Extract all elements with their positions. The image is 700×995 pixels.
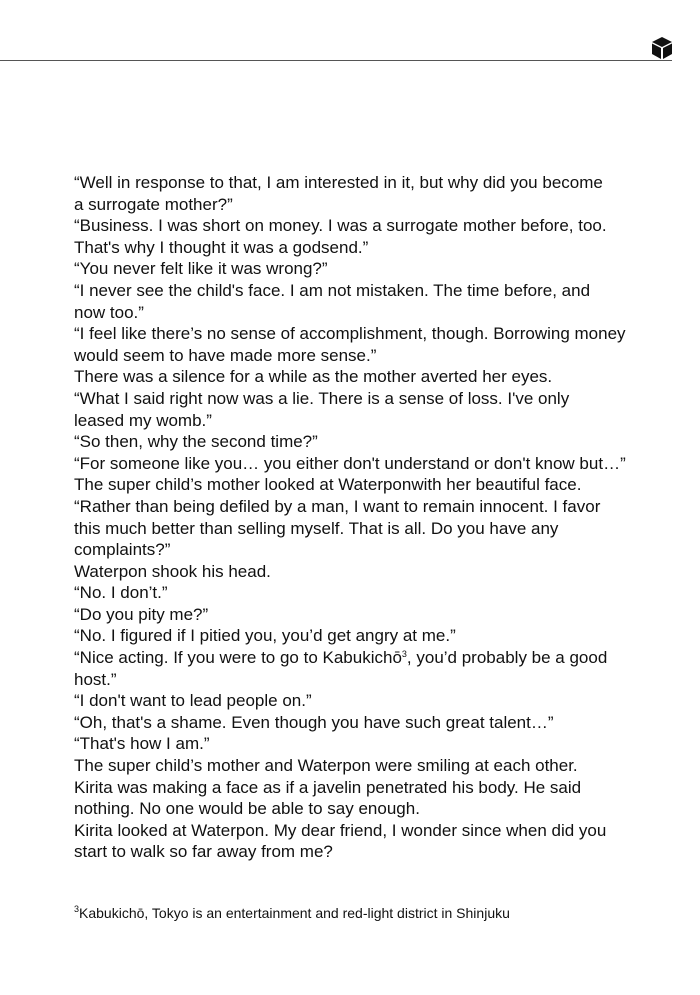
text-line: complaints?” [74, 540, 171, 560]
footnote-ref: 3 [401, 649, 407, 660]
text-line: start to walk so far away from me? [74, 842, 333, 862]
text-line: “No. I figured if I pitied you, you’d get angry at me.” [74, 626, 456, 646]
body-text [74, 172, 674, 863]
text-line: would seem to have made more sense.” [74, 345, 377, 365]
text-line: That's why I thought it was a godsend.” [74, 237, 369, 257]
text-line: this much better than selling myself. That is all. Do you have any [74, 518, 559, 538]
text-line: There was a silence for a while as the mother averted her eyes. [74, 367, 553, 387]
text-line: “Do you pity me?” [74, 604, 209, 624]
header-rule [0, 60, 672, 61]
text-line: Waterpon shook his head. [74, 561, 271, 581]
text-line: Kirita was making a face as if a javelin penetrated his body. He said [74, 777, 582, 797]
text-line: a surrogate mother?” [74, 194, 233, 214]
cube-logo-icon [650, 36, 674, 60]
footnote-text: Kabukichō, Tokyo is an entertainment and red-light district in Shinjuku [79, 905, 510, 921]
text-line: “Rather than being defiled by a man, I want to remain innocent. I favor [74, 496, 601, 516]
text-line: leased my womb.” [74, 410, 212, 430]
text-line: host.” [74, 669, 117, 689]
text-line: now too.” [74, 302, 144, 322]
text-line: “I never see the child's face. I am not mistaken. The time before, and [74, 280, 591, 300]
text-line: “No. I don’t.” [74, 583, 168, 603]
footnote [74, 904, 510, 922]
text-line: “I feel like there’s no sense of accomplishment, though. Borrowing money [74, 324, 626, 344]
text-line: “That's how I am.” [74, 734, 210, 754]
text-line: “You never felt like it was wrong?” [74, 259, 328, 279]
text-line: “I don't want to lead people on.” [74, 691, 312, 711]
text-line: The super child’s mother and Waterpon were smiling at each other. [74, 756, 578, 776]
text-line: “What I said right now was a lie. There is a sense of loss. I've only [74, 388, 570, 408]
text-line: The super child’s mother looked at Waterponwith her beautiful face. [74, 475, 582, 495]
text-line: “For someone like you… you either don't understand or don't know but…” [74, 453, 626, 473]
text-line: “So then, why the second time?” [74, 432, 318, 452]
text-line: “Nice acting. If you were to go to Kabukichō$^3$, you’d probably be a good [74, 648, 608, 668]
text-line: Kirita looked at Waterpon. My dear friend, I wonder since when did you [74, 820, 607, 840]
text-line: nothing. No one would be able to say enough. [74, 799, 420, 819]
footnote-number: 3 [74, 904, 80, 914]
text-line: “Well in response to that, I am interested in it, but why did you become [74, 173, 603, 192]
text-line: “Oh, that's a shame. Even though you have such great talent…” [74, 712, 554, 732]
text-line: “Business. I was short on money. I was a surrogate mother before, too. [74, 216, 607, 236]
